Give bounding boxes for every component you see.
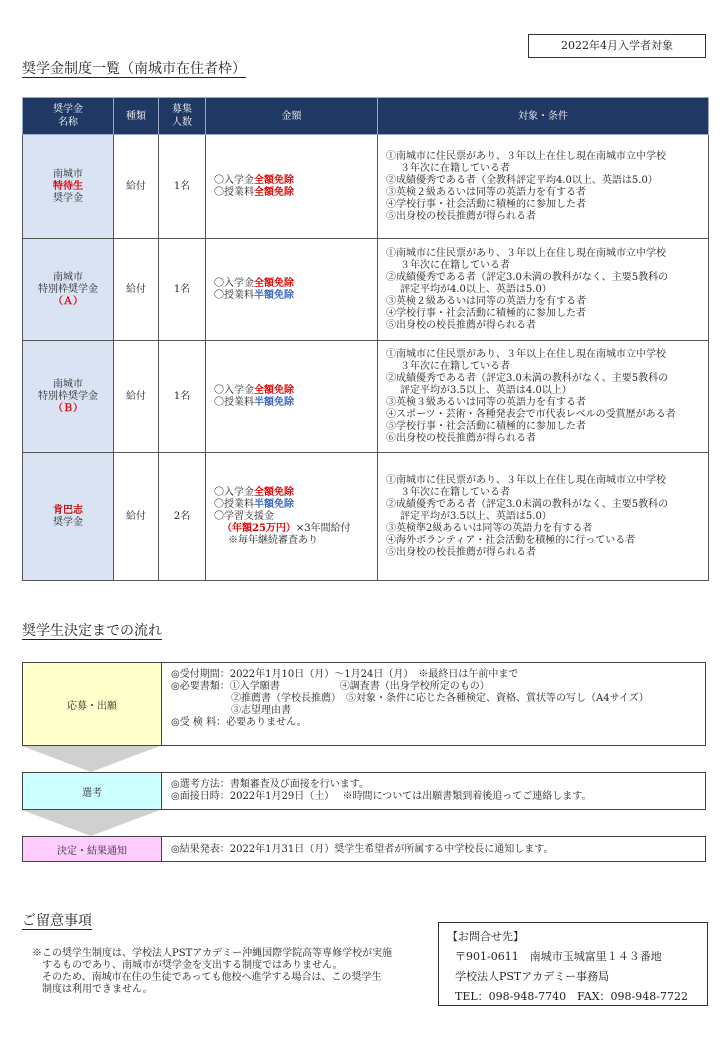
header-conditions: 対象・条件 [378,98,709,135]
flow-detail-line: ◎受付期間：2022年1月10日（月）～1月24日（月） ※最終日は午前中まで [171,669,519,680]
scholarship-type: 給付 [114,239,159,341]
condition-line: 評定平均が3.5以上、英語は4.0以上） [400,384,572,396]
flow-step-label: 選考 [23,773,162,809]
condition-line: ②成績優秀である者（評定3.0未満の教科がなく、主要5教科の [386,498,669,510]
condition-line: 評定平均が3.5以上、英語は5.0） [400,510,552,522]
amount-cell [206,341,378,453]
page-title: 奨学金制度一覧（南城市在住者枠） [22,61,246,77]
header-amount: 金額 [206,98,378,135]
flow-detail-line: ◎選考方法：書類審査及び面接を行います。 [171,779,369,790]
condition-line: ⑤学校行事・社会活動に積極的に参加した者 [386,420,586,432]
flow-detail-line: ◎必要書類：①入学願書 ④調査書（出身学校所定のもの） [171,681,490,692]
amount-line: 〇授業料半額免除 [214,498,294,510]
condition-line: ④スポーツ・芸術・各種発表会で市代表レベルの受賞歴がある者 [386,408,676,420]
condition-line: ②成績優秀である者（評定3.0未満の教科がなく、主要5教科の [386,271,669,283]
condition-line: ⑤出身校の校長推薦が得られる者 [386,319,536,331]
table-row [23,239,709,341]
condition-line: ①南城市に住民票があり、３年以上在住し現在南城市立中学校 [386,150,666,162]
contact-org: 学校法人PSTアカデミー事務局 [455,970,610,983]
scholarship-name: 南城市 特待生 奨学金 [23,135,114,239]
amount-line: 〇入学金全額免除 [214,486,294,498]
condition-line: ④学校行事・社会活動に積極的に参加した者 [386,198,586,210]
condition-line: ③英検２級あるいは同等の英語力を有する者 [386,295,586,307]
recruit-count: 1名 [159,239,206,341]
amount-line: 〇入学金全額免除 [214,174,294,186]
condition-line: ３年次に在籍している者 [400,360,510,372]
notes-text: ※この奨学生制度は、学校法人PSTアカデミー沖縄国際学院高等専修学校が実施 するものであり、南城市が奨学金を支出する制度ではありません。 そのため、南城市在住の生徒であっても他校へ進学する場合は、この奨学生 制度は利用できません。 [32,948,393,995]
flow-step-label: 決定・結果通知 [23,837,162,861]
amount-cell [206,453,378,581]
amount-line: 〇授業料半額免除 [214,289,294,301]
conditions-cell [378,341,709,453]
amount-line: 〇入学金全額免除 [214,277,294,289]
condition-line: ④海外ボランティア・社会活動を積極的に行っている者 [386,534,636,546]
condition-line: ⑤出身校の校長推薦が得られる者 [386,546,536,558]
recruit-count: 1名 [159,135,206,239]
recruit-count: 2名 [159,453,206,581]
target-label: 2022年4月入学者対象 [528,34,706,58]
condition-line: ①南城市に住民票があり、３年以上在住し現在南城市立中学校 [386,348,666,360]
condition-line: ⑥出身校の校長推薦が得られる者 [386,432,536,444]
condition-line: ⑤出身校の校長推薦が得られる者 [386,210,536,222]
condition-line: ③英検準2級あるいは同等の英語力を有する者 [386,522,593,534]
flow-step-details [171,669,699,729]
flow-step-result [22,836,706,862]
recruit-count: 1名 [159,341,206,453]
scholarship-name: 南城市 特別枠奨学金 （Ｂ） [23,341,114,453]
condition-line: ③英検３級あるいは同等の英語力を有する者 [386,396,586,408]
conditions-cell [378,453,709,581]
flow-title: 奨学生決定までの流れ [22,623,162,639]
header-count: 募集 人数 [159,98,206,135]
flow-arrow [22,810,160,836]
flow-step-details [171,779,699,803]
condition-line: ３年次に在籍している者 [400,259,510,271]
flow-step-selection [22,772,706,810]
condition-line: ①南城市に住民票があり、３年以上在住し現在南城市立中学校 [386,474,666,486]
condition-line: ３年次に在籍している者 [400,486,510,498]
scholarship-type: 給付 [114,341,159,453]
amount-cell [206,239,378,341]
table-header-row [23,98,709,135]
condition-line: 評定平均が4.0以上、英語は5.0） [400,283,552,295]
flow-detail-line: ◎面接日時：2022年1月29日（土） ※時間については出願書類到着後追ってご連絡します。 [171,791,592,802]
contact-phone: TEL：098-948-7740 FAX：098-948-7722 [455,990,688,1003]
condition-line: ①南城市に住民票があり、３年以上在住し現在南城市立中学校 [386,247,666,259]
condition-line: ④学校行事・社会活動に積極的に参加した者 [386,307,586,319]
condition-line: ②成績優秀である者（評定3.0未満の教科がなく、主要5教科の [386,372,669,384]
contact-address: 〒901-0611 南城市玉城富里１４３番地 [455,950,662,963]
amount-line: （年額25万円）×3年間給付 [222,522,351,534]
notes-title: ご留意事項 [22,913,92,929]
conditions-cell [378,239,709,341]
header-name: 奨学金 名称 [23,98,114,135]
flow-detail-line: ③志望理由書 [171,705,291,716]
contact-title: 【お問合せ先】 [447,930,524,943]
flow-detail-line: ②推薦書（学校長推薦） ⑤対象・条件に応じた各種検定、資格、賞状等の写し（A4サイズ） [171,693,649,704]
flow-arrow [22,746,160,772]
amount-line: 〇学習支援金 [214,510,274,522]
amount-line: ※毎年継続審査あり [228,534,318,546]
flow-step-details [171,844,699,856]
scholarship-name: 南城市 特別枠奨学金 （Ａ） [23,239,114,341]
scholarship-table [22,97,709,581]
amount-line: 〇入学金全額免除 [214,384,294,396]
table-row [23,341,709,453]
flow-step-application [22,662,706,746]
table-row [23,135,709,239]
amount-line: 〇授業料全額免除 [214,186,294,198]
header-type: 種類 [114,98,159,135]
condition-line: ②成績優秀である者（全教科評定平均4.0以上、英語は5.0） [386,174,658,186]
condition-line: ③英検２級あるいは同等の英語力を有する者 [386,186,586,198]
scholarship-name: 肯巴志 奨学金 [23,453,114,581]
conditions-cell [378,135,709,239]
condition-line: ３年次に在籍している者 [400,162,510,174]
amount-cell [206,135,378,239]
scholarship-type: 給付 [114,135,159,239]
flow-step-label: 応募・出願 [23,663,162,745]
flow-detail-line: ◎結果発表：2022年1月31日（月）奨学生希望者が所属する中学校長に通知します。 [171,844,554,855]
scholarship-type: 給付 [114,453,159,581]
table-row [23,453,709,581]
amount-line: 〇授業料半額免除 [214,396,294,408]
contact-box [438,922,708,1006]
flow-detail-line: ◎受 検 料：必要ありません。 [171,717,307,728]
